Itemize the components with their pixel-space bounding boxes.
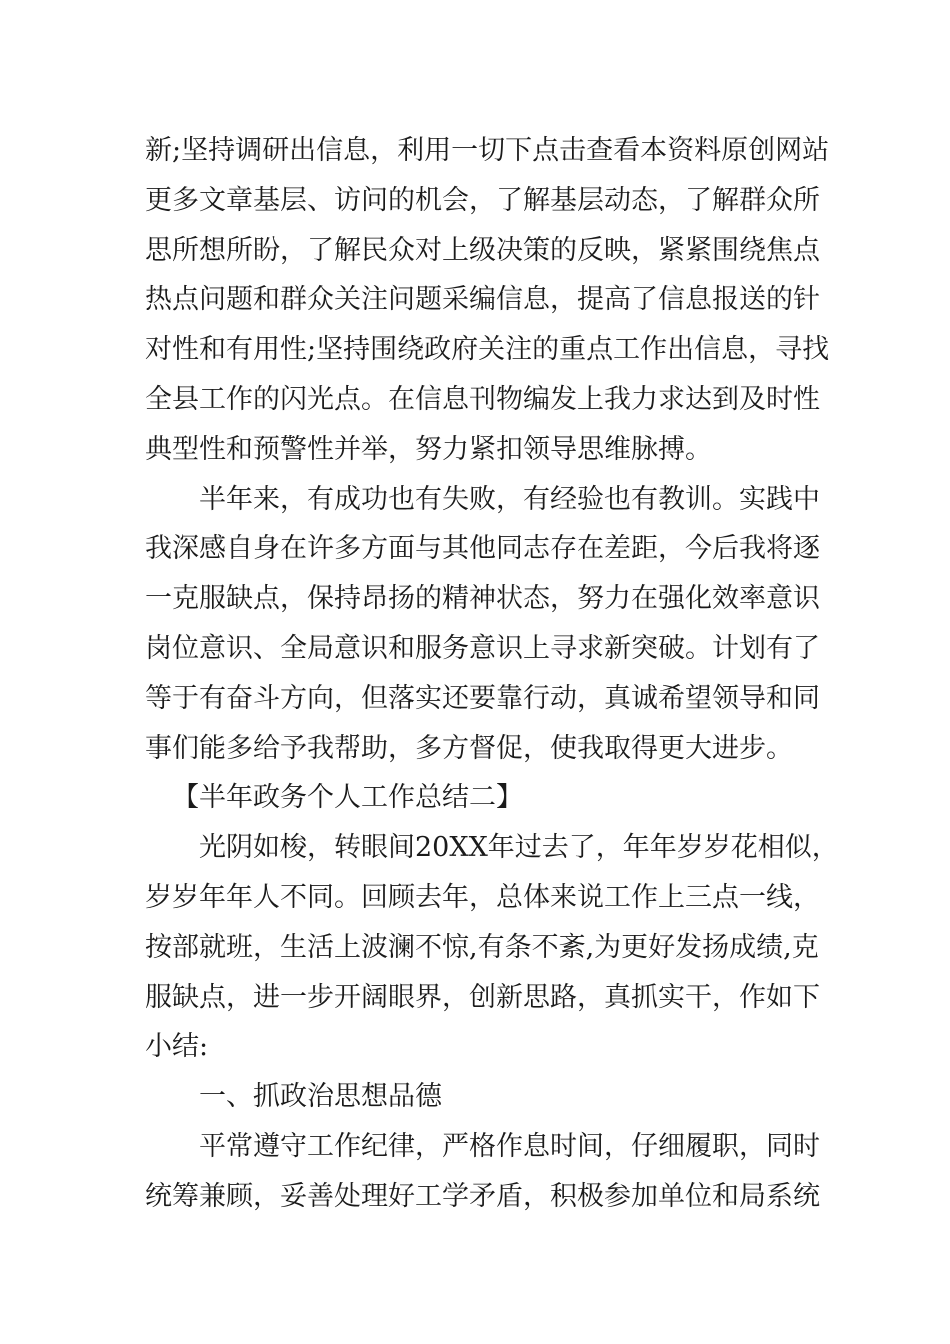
section-heading <box>145 773 807 823</box>
subsection-heading <box>145 1072 807 1122</box>
paragraph-intro <box>145 823 839 1072</box>
text-line: 事们能多给予我帮助，多方督促，使我取得更大进步。 <box>145 732 793 764</box>
text-line: 服缺点，进一步开阔眼界，创新思路，真抓实干，作如下 <box>145 981 820 1013</box>
document-body <box>145 126 839 1222</box>
text-line: 半年来，有成功也有失败，有经验也有教训。实践中 <box>199 483 820 515</box>
text-line: 小结: <box>145 1031 209 1063</box>
section-title: 【半年政务个人工作总结二】 <box>172 782 523 814</box>
text-line: 岁岁年年人不同。回顾去年，总体来说工作上三点一线， <box>145 881 820 913</box>
text-line: 思所想所盼，了解民众对上级决策的反映，紧紧围绕焦点 <box>145 234 820 266</box>
text-line: 等于有奋斗方向，但落实还要靠行动，真诚希望领导和同 <box>145 682 820 714</box>
text-line: 全县工作的闪光点。在信息刊物编发上我力求达到及时性 <box>145 383 820 415</box>
paragraph-review <box>145 475 820 774</box>
text-line: 一克服缺点，保持昂扬的精神状态，努力在强化效率意识 <box>145 583 820 615</box>
text-line: 统筹兼顾，妥善处理好工学矛盾，积极参加单位和局系统 <box>145 1180 820 1212</box>
text-line: 按部就班，生活上波澜不惊,有条不紊,为更好发扬成绩,克 <box>145 931 819 963</box>
subsection-title: 一、抓政治思想品德 <box>199 1081 442 1113</box>
text-line: 光阴如梭，转眼间20XX年过去了，年年岁岁花相似， <box>199 832 839 864</box>
text-line: 新;坚持调研出信息，利用一切下点击查看本资料原创网站 <box>145 135 830 166</box>
text-line: 岗位意识、全局意识和服务意识上寻求新突破。计划有了 <box>145 632 820 664</box>
paragraph-continuation <box>145 126 830 475</box>
text-line: 更多文章基层、访问的机会，了解基层动态，了解群众所 <box>145 184 820 216</box>
text-line: 热点问题和群众关注问题采编信息，提高了信息报送的针 <box>145 284 820 316</box>
text-line: 对性和有用性;坚持围绕政府关注的重点工作出信息，寻找 <box>145 334 830 366</box>
text-line: 典型性和预警性并举，努力紧扣领导思维脉搏。 <box>145 433 712 465</box>
text-line: 平常遵守工作纪律，严格作息时间，仔细履职，同时 <box>199 1130 820 1162</box>
paragraph-discipline <box>145 1122 820 1222</box>
text-line: 我深感自身在许多方面与其他同志存在差距，今后我将逐 <box>145 533 820 565</box>
